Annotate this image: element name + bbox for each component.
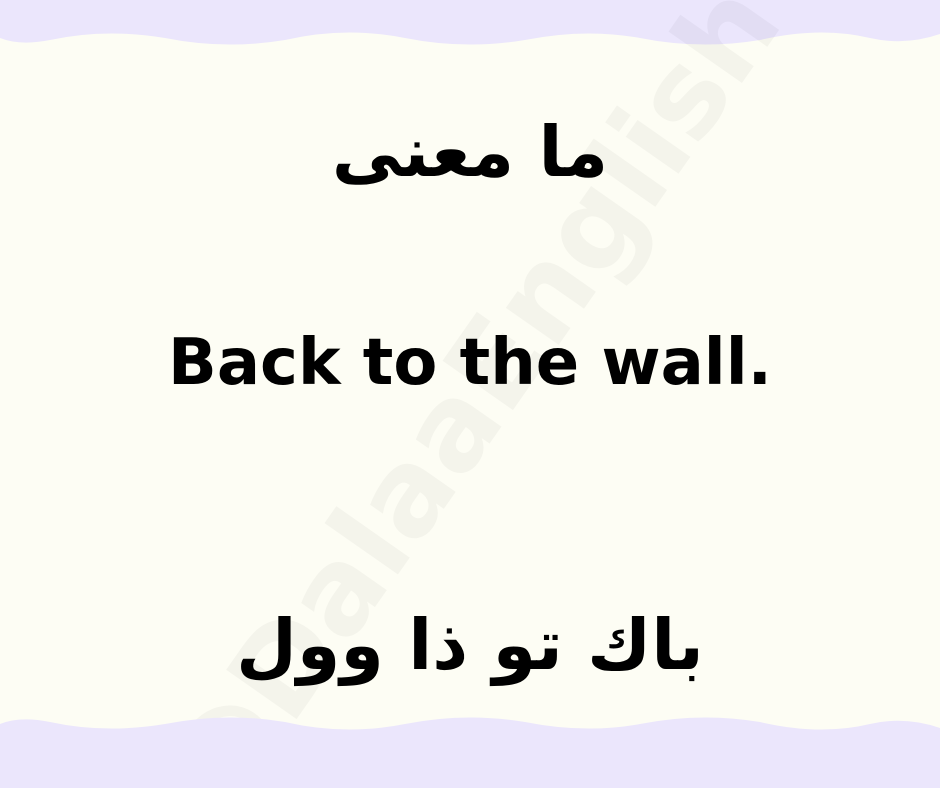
top-wave-decoration	[0, 0, 940, 80]
bottom-wave-decoration	[0, 708, 940, 788]
bottom-wave-shape	[0, 717, 940, 788]
question-heading: ما معنى	[331, 111, 609, 193]
top-wave-shape	[0, 0, 940, 45]
arabic-pronunciation: باك تو ذا وول	[236, 604, 704, 686]
english-phrase: Back to the wall.	[168, 326, 772, 400]
